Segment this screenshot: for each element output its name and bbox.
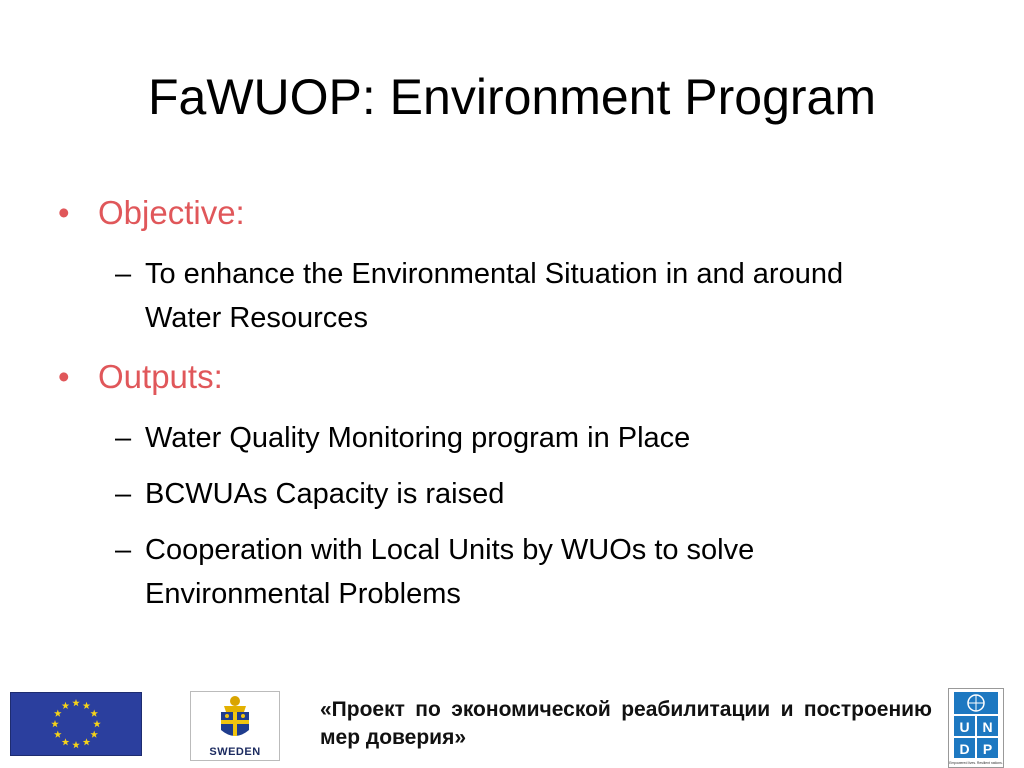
bullet-marker: • [58,194,70,231]
footer [0,688,1024,768]
eu-star [93,720,101,727]
sweden-crest-icon [190,691,280,761]
eu-flag-icon [10,692,142,756]
eu-star [83,738,91,745]
project-caption: «Проект по экономической реабилитации и построению мер доверия» [320,698,932,749]
page-title: FaWUOP: Environment Program [148,69,876,125]
bullet-heading: Objective: [98,194,245,231]
eu-star [54,731,62,738]
eu-star [62,738,70,745]
undp-tagline: Empowered lives. Resilient nations. [949,761,1003,765]
dash-marker: – [115,478,132,510]
sub-item-text: BCWUAs Capacity is raised [145,478,505,510]
eu-star [54,710,62,717]
dash-marker: – [115,422,132,454]
dash-marker: – [115,258,132,290]
eu-star [51,720,59,727]
undp-letter-d: D [959,741,970,757]
eu-star [90,731,98,738]
sub-item-text: Water Quality Monitoring program in Place [145,422,691,454]
bullet-objective [58,188,958,238]
undp-letter-p: P [982,741,993,757]
bullet-outputs [58,352,958,402]
eu-star [72,699,80,706]
bullet-heading: Outputs: [98,358,223,395]
sweden-label: SWEDEN [209,746,261,758]
eu-star [90,710,98,717]
undp-letter-n: N [982,719,993,735]
eu-star [72,741,80,748]
eu-star [62,702,70,709]
undp-letter-u: U [959,719,970,735]
dash-marker: – [115,534,132,566]
undp-logo-icon [948,688,1004,768]
sub-item-text: Cooperation with Local Units by WUOs to solve Environmental Problems [145,534,755,610]
sub-item-text: To enhance the Environmental Situation in and around Water Resources [145,258,844,334]
slide-content [58,188,958,628]
sub-item [115,252,958,340]
sub-item [115,416,958,460]
sub-item [115,472,958,516]
sub-item [115,528,958,616]
bullet-marker: • [58,358,70,395]
eu-star [83,702,91,709]
